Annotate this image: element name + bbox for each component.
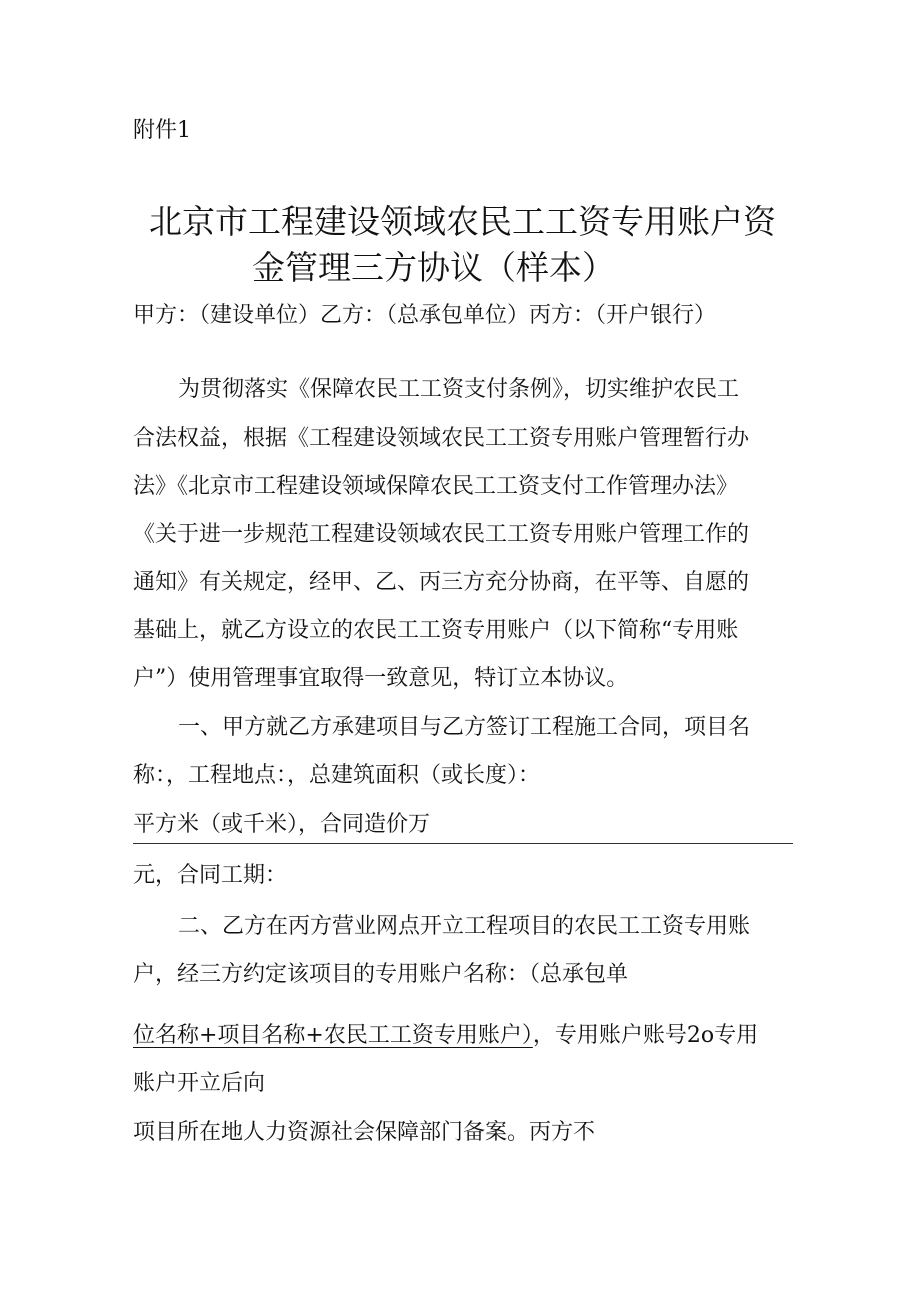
preamble-line-6: 基础上，就乙方设立的农民工工资专用账户（以下简称“专用账 (133, 618, 739, 643)
clause-1-line-2: 称：，工程地点：，总建筑面积（或长度）： (133, 763, 541, 788)
preamble-line-4: 《关于进一步规范工程建设领域农民工工资专用账户管理工作的 (133, 522, 750, 547)
account-name-underlined: 位名称+项目名称+农民工工资专用账户） (133, 1023, 533, 1048)
attachment-label: 附件1 (133, 118, 191, 143)
preamble-line-3: 法》《北京市工程建设领域保障农民工工资支付工作管理办法》 (133, 474, 739, 499)
clause-1-line-3: 平方米（或千米），合同造价万 (133, 812, 431, 837)
preamble-line-5: 通知》有关规定，经甲、乙、丙三方充分协商，在平等、自愿的 (133, 570, 750, 595)
document-title-line-1: 北京市工程建设领域农民工工资专用账户资 (149, 202, 776, 241)
clause-2-line-5: 项目所在地人力资源社会保障部门备案。丙方不 (133, 1120, 596, 1145)
clause-2-line-2: 户，经三方约定该项目的专用账户名称：（总承包单 (133, 962, 629, 987)
account-number-text: ，专用账户账号2o专用 (532, 1023, 759, 1048)
clause-1-line-4: 元，合同工期： (133, 863, 288, 888)
parties-line: 甲方：（建设单位）乙方：（总承包单位）丙方：（开户银行） (133, 303, 717, 328)
clause-2-line-3 (133, 1021, 758, 1051)
document-title-line-2: 金管理三方协议（样本） (252, 248, 615, 287)
preamble-line-7: 户”）使用管理事宜取得一致意见，特订立本协议。 (133, 666, 629, 691)
preamble-line-1: 为贯彻落实《保障农民工工资支付条例》，切实维护农民工 (178, 377, 740, 402)
clause-2-line-4: 账户开立后向 (133, 1071, 266, 1096)
fill-in-rule (133, 843, 793, 844)
clause-2-line-1: 二、乙方在丙方营业网点开立工程项目的农民工工资专用账 (178, 914, 751, 939)
clause-1-line-1: 一、甲方就乙方承建项目与乙方签订工程施工合同，项目名 (178, 715, 751, 740)
preamble-line-2: 合法权益，根据《工程建设领域农民工工资专用账户管理暂行办 (133, 426, 750, 451)
